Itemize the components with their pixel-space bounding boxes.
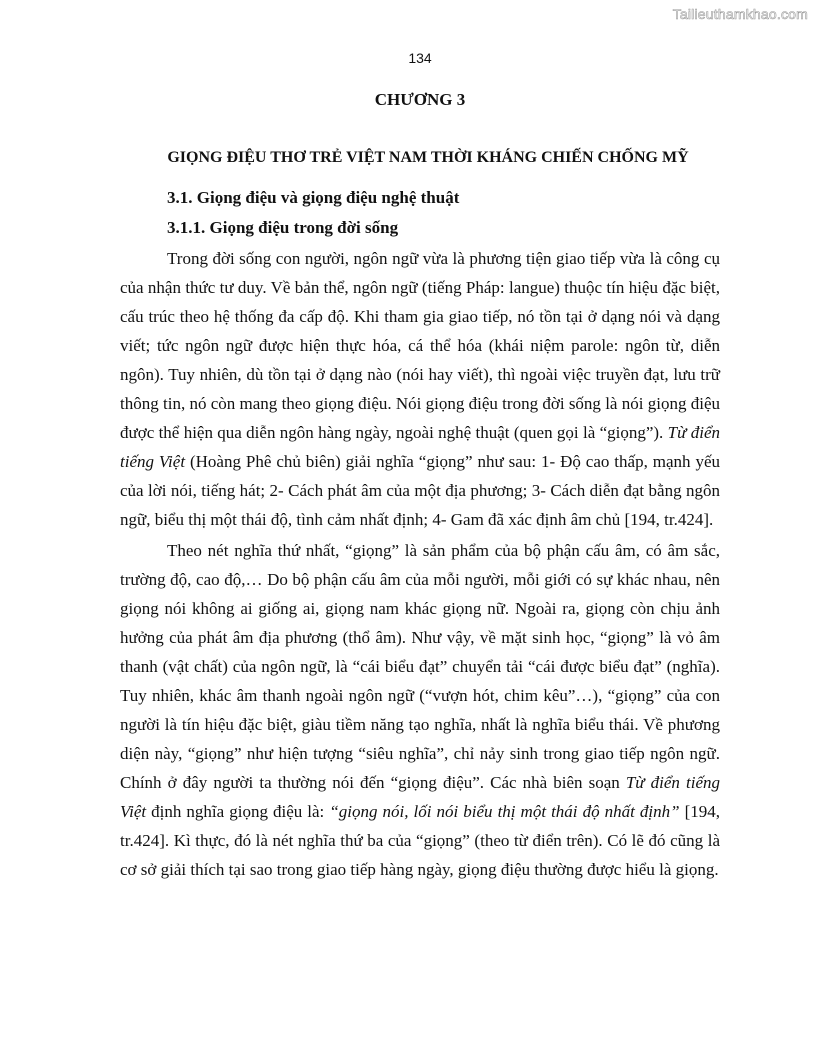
page-number: 134: [408, 50, 432, 66]
paragraph-2: [120, 536, 720, 884]
chapter-heading: CHƯƠNG 3: [374, 90, 466, 109]
paragraph-1: [120, 244, 720, 534]
body-text: [120, 244, 720, 884]
paragraph-2-text-a: Theo nét nghĩa thứ nhất, “giọng” là sản phẩm của bộ phận cấu âm, có âm sắc, trường độ, cao độ,… Do bộ phận cấu âm của mỗi người, mỗi giới có sự khác nhau, nên giọng nói không ai giống ai, giọng nam khác giọng nữ. Ngoài ra, giọng còn chịu ảnh hưởng của phát âm địa phương (thổ âm). Như vậy, về mặt sinh học, “giọng” là vỏ âm thanh (vật chất) của ngôn ngữ, là “cái biểu đạt” chuyển tải “cái được biểu đạt” (nghĩa). Tuy nhiên, khác âm thanh ngoài ngôn ngữ (“vượn hót, chim kêu”…), “giọng” của con người là tín hiệu đặc biệt, giàu tiềm năng tạo nghĩa, nhất là nghĩa biểu thái. Về phương diện này, “giọng” như hiện tượng “siêu nghĩa”, chỉ nảy sinh trong giao tiếp ngôn ngữ. Chính ở đây người ta thường nói đến “giọng điệu”. Các nhà biên soạn: [120, 541, 720, 792]
watermark: Tailieuthamkhao.com: [672, 6, 808, 22]
paragraph-1-text-a: Trong đời sống con người, ngôn ngữ vừa là phương tiện giao tiếp vừa là công cụ của nhận thức tư duy. Về bản thể, ngôn ngữ (tiếng Pháp: langue) thuộc tín hiệu đặc biệt, cấu trúc theo hệ thống đa cấp độ. Khi tham gia giao tiếp, nó tồn tại ở dạng nói và dạng viết; tức ngôn ngữ được hiện thực hóa, cá thể hóa (khái niệm parole: ngôn từ, diễn ngôn). Tuy nhiên, dù tồn tại ở dạng nào (nói hay viết), thì ngoài việc truyền đạt, lưu trữ thông tin, nó còn mang theo giọng điệu. Nói giọng điệu trong đời sống là nói giọng điệu được thể hiện qua diễn ngôn hàng ngày, ngoài nghệ thuật (quen gọi là “giọng”).: [120, 249, 720, 442]
dictionary-title: Từ điển tiếng Việt: [120, 423, 720, 471]
section-heading: 3.1. Giọng điệu và giọng điệu nghệ thuật: [167, 188, 460, 207]
subsection-heading: 3.1.1. Giọng điệu trong đời sống: [167, 218, 399, 237]
paragraph-2-text-b: định nghĩa giọng điệu là:: [146, 802, 330, 821]
definition-quote: “giọng nói, lối nói biểu thị một thái độ nhất định”: [329, 802, 680, 821]
paragraph-1-text-b: (Hoàng Phê chủ biên) giải nghĩa “giọng” như sau: 1- Độ cao thấp, mạnh yếu của lời nói, tiếng hát; 2- Cách phát âm của một địa phương; 3- Cách diễn đạt bằng ngôn ngữ, biểu thị một thái độ, tình cảm nhất định; 4- Gam đã xác định âm chủ [194, tr.424].: [120, 452, 720, 529]
paragraph-2-text-c: [194, tr.424]. Kì thực, đó là nét nghĩa thứ ba của “giọng” (theo từ điển trên). Có lẽ đó cũng là cơ sở giải thích tại sao trong giao tiếp hàng ngày, giọng điệu thường được hiểu là giọng.: [120, 802, 720, 879]
dictionary-title: Từ điển tiếng Việt: [120, 773, 720, 821]
chapter-title: GIỌNG ĐIỆU THƠ TRẺ VIỆT NAM THỜI KHÁNG CHIẾN CHỐNG MỸ: [167, 149, 689, 166]
